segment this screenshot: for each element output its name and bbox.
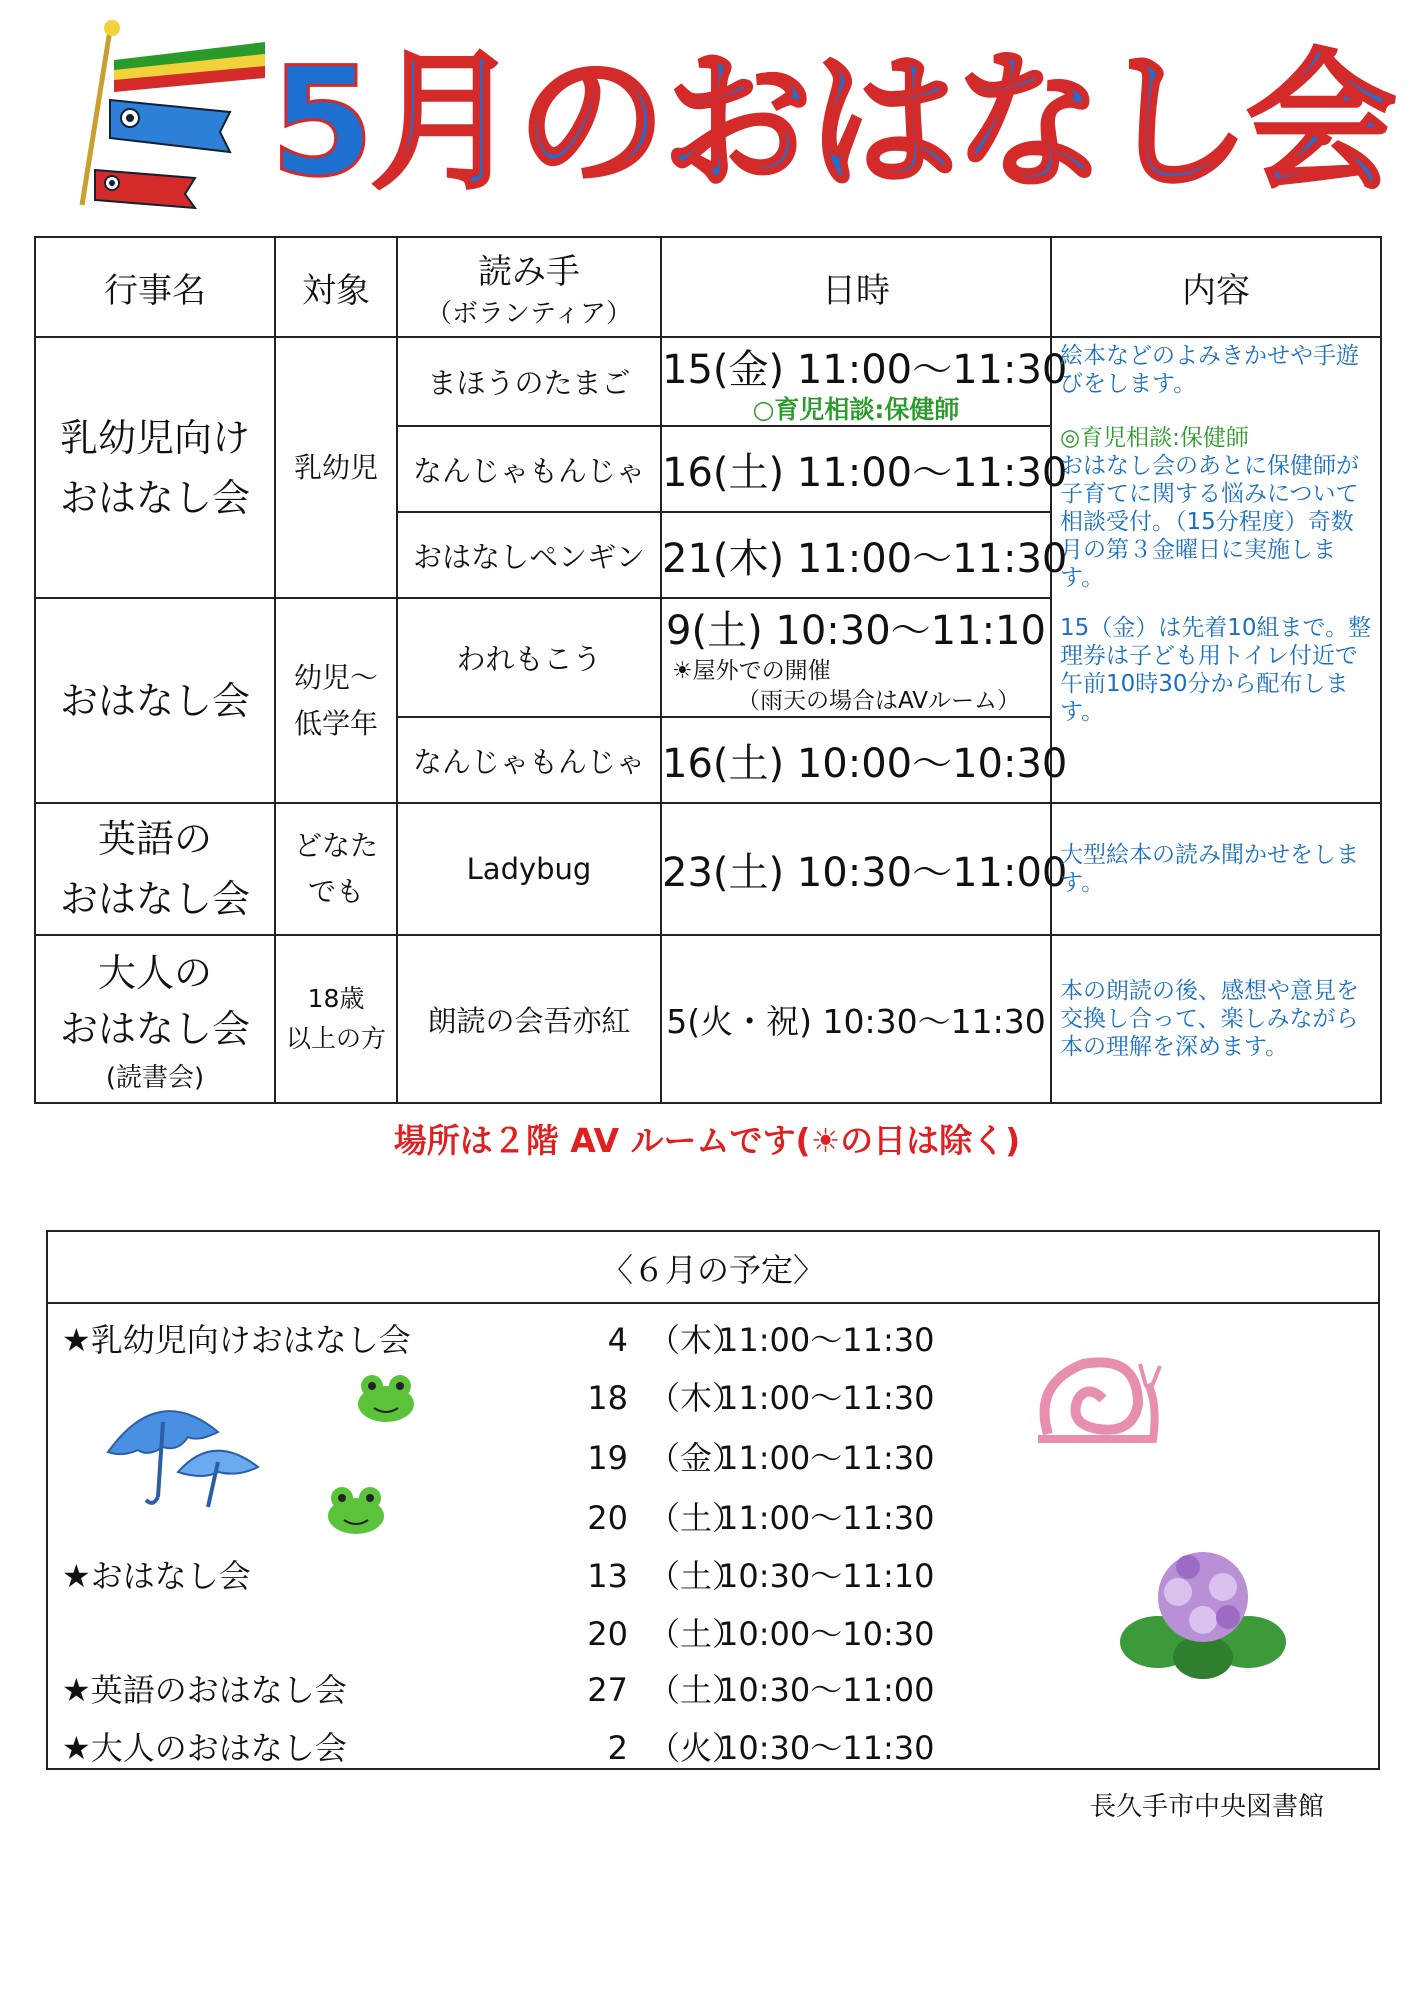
june-day: 13 — [587, 1557, 628, 1595]
datetime-cell: 5(火・祝) 10:30～11:30 — [661, 935, 1051, 1103]
page-title: 5月のおはなし会 — [270, 36, 1393, 210]
june-time: 11:00～11:30 — [718, 1321, 935, 1359]
june-weekday: （木） — [648, 1379, 745, 1417]
june-day: 27 — [587, 1671, 628, 1709]
datetime-text: 9(土) 10:30～11:10 — [666, 608, 1046, 654]
june-time: 10:30～11:10 — [718, 1557, 935, 1595]
content-infant: 絵本などのよみきかせや手遊びをします。 — [1060, 343, 1359, 397]
header-reader-main: 読み手 — [478, 252, 580, 292]
frog-icon — [356, 1372, 416, 1424]
reader-cell: Ladybug — [397, 803, 661, 935]
content-consult-body: おはなし会のあとに保健師が子育てに関する悩みについて相談受付。（15分程度）奇数月の第３金曜日に実施します。 — [1060, 453, 1359, 591]
june-weekday: （木） — [648, 1321, 745, 1359]
datetime-cell — [661, 598, 1051, 717]
snail-icon — [1028, 1344, 1168, 1454]
june-event: ★おはなし会 — [62, 1557, 251, 1595]
datetime-cell: 21(木) 11:00～11:30 — [661, 512, 1051, 598]
reader-cell: なんじゃもんじゃ — [397, 426, 661, 512]
reader-cell: まほうのたまご — [397, 337, 661, 426]
target-line: 18歳 — [307, 984, 365, 1013]
event-name-line: おはなし会 — [59, 475, 250, 520]
june-time: 11:00～11:30 — [718, 1499, 935, 1537]
datetime-cell: 23(土) 10:30～11:00 — [661, 803, 1051, 935]
june-weekday: （金） — [648, 1439, 745, 1477]
content-cell-infant — [1051, 337, 1381, 803]
table-header-row — [35, 237, 1381, 337]
event-name-english — [35, 803, 275, 935]
june-weekday: （土） — [648, 1499, 745, 1537]
june-event: ★大人のおはなし会 — [62, 1729, 347, 1767]
june-day: 20 — [587, 1615, 628, 1653]
table-row — [35, 935, 1381, 1103]
reader-cell: なんじゃもんじゃ — [397, 717, 661, 803]
june-weekday: （火） — [648, 1729, 745, 1767]
target-kids — [275, 598, 397, 803]
outdoor-note: ☀屋外での開催 — [672, 658, 831, 684]
june-weekday: （土） — [648, 1615, 745, 1653]
reader-cell: われもこう — [397, 598, 661, 717]
event-name-line: 乳幼児向け — [59, 415, 250, 460]
datetime-cell — [661, 337, 1068, 426]
june-header: 〈６月の予定〉 — [48, 1232, 1378, 1304]
event-name-line: おはなし会 — [59, 1006, 250, 1051]
event-name-line: おはなし会 — [59, 877, 250, 921]
header-content: 内容 — [1051, 237, 1381, 337]
library-name: 長久手市中央図書館 — [1090, 1792, 1325, 1822]
june-event: ★乳幼児向けおはなし会 — [62, 1321, 411, 1359]
koinobori-icon — [70, 20, 280, 210]
june-time: 10:00～10:30 — [718, 1615, 935, 1653]
target-adult — [275, 935, 397, 1103]
june-event: ★英語のおはなし会 — [62, 1671, 347, 1709]
content-ticket: 15（金）は先着10組まで。整理券は子ども用トイレ付近で午前10時30分から配布します。 — [1060, 615, 1372, 725]
datetime-cell: 16(土) 10:00～10:30 — [661, 717, 1051, 803]
content-english: 大型絵本の読み聞かせをします。 — [1051, 803, 1381, 935]
target-line: 幼児～ — [293, 660, 378, 694]
table-row — [35, 337, 1381, 426]
event-name-adult — [35, 935, 275, 1103]
list-item — [48, 1720, 1378, 1776]
event-name-infant — [35, 337, 275, 598]
target-line: 以上の方 — [285, 1024, 386, 1053]
target-line: でも — [307, 875, 364, 908]
reader-cell: おはなしペンギン — [397, 512, 661, 598]
schedule-table — [34, 236, 1382, 1104]
june-time: 10:30～11:30 — [718, 1729, 935, 1767]
location-notice: 場所は２階 AV ルームです(☀の日は除く) — [393, 1121, 1021, 1160]
table-row — [35, 803, 1381, 935]
target-infant: 乳幼児 — [275, 337, 397, 598]
umbrella-icon — [98, 1392, 268, 1512]
content-consult-title: ◎育児相談:保健師 — [1060, 425, 1249, 451]
june-time: 11:00～11:30 — [718, 1379, 935, 1417]
june-weekday: （土） — [648, 1557, 745, 1595]
hydrangea-icon — [1118, 1542, 1288, 1682]
header-datetime: 日時 — [661, 237, 1051, 337]
june-day: 19 — [587, 1439, 628, 1477]
target-line: 低学年 — [293, 706, 378, 740]
datetime-text: 15(金) 11:00～11:30 — [662, 347, 1068, 393]
june-day: 4 — [607, 1321, 628, 1359]
header-reader — [397, 237, 661, 337]
rain-note: （雨天の場合はAVルーム） — [737, 688, 1020, 714]
event-name-ohanashi: おはなし会 — [35, 598, 275, 803]
datetime-cell: 16(土) 11:00～11:30 — [661, 426, 1051, 512]
frog-icon — [326, 1484, 386, 1536]
june-day: 20 — [587, 1499, 628, 1537]
header-event: 行事名 — [35, 237, 275, 337]
june-time: 11:00～11:30 — [718, 1439, 935, 1477]
june-time: 10:30～11:00 — [718, 1671, 935, 1709]
event-name-line: 大人の — [97, 950, 212, 995]
content-adult: 本の朗読の後、感想や意見を交換し合って、楽しみながら本の理解を深めます。 — [1051, 935, 1381, 1103]
list-item — [48, 1312, 1378, 1368]
june-day: 18 — [587, 1379, 628, 1417]
june-weekday: （土） — [648, 1671, 745, 1709]
target-line: どなた — [293, 829, 378, 862]
june-day: 2 — [607, 1729, 628, 1767]
june-schedule-box — [46, 1230, 1380, 1770]
header-reader-sub: （ボランティア） — [426, 299, 632, 329]
reader-cell: 朗読の会吾亦紅 — [397, 935, 661, 1103]
target-anyone — [275, 803, 397, 935]
consult-note: ○育児相談:保健師 — [752, 395, 960, 424]
header-target: 対象 — [275, 237, 397, 337]
event-name-line: (読書会) — [105, 1062, 205, 1093]
event-name-line: 英語の — [97, 817, 212, 861]
